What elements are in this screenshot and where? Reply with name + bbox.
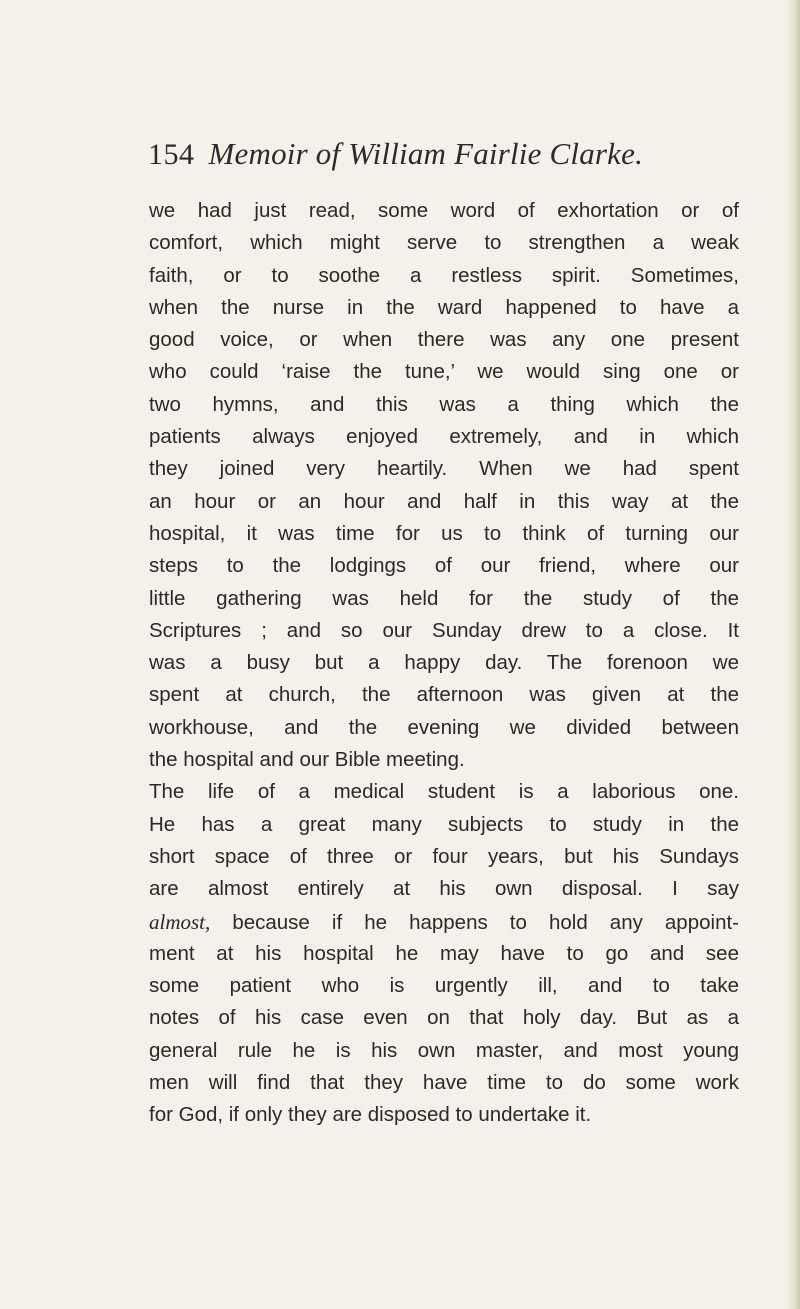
text-line: patients always enjoyed extremely, and in which — [149, 425, 739, 449]
text-line: hospital, it was time for us to think of turning our — [149, 521, 739, 545]
text-line: they joined very heartily. When we had spent — [149, 457, 739, 481]
text-line: ment at his hospital he may have to go and see — [149, 941, 739, 965]
text-line: short space of three or four years, but his Sundays — [149, 844, 739, 868]
text-line: some patient who is urgently ill, and to take — [149, 974, 739, 998]
text-line: spent at church, the afternoon was given at the — [149, 683, 739, 707]
text-line: men will find that they have time to do some work — [149, 1071, 739, 1095]
text-line: was a busy but a happy day. The forenoon we — [149, 651, 739, 675]
text-line: notes of his case even on that holy day. But as a — [149, 1006, 739, 1030]
text-line: comfort, which might serve to strengthen a weak — [149, 231, 739, 255]
text-line: Scriptures ; and so our Sunday drew to a close. It — [149, 618, 739, 642]
text-line: an hour or an hour and half in this way at the — [149, 489, 739, 513]
text-line: for God, if only they are disposed to undertake it. — [149, 1103, 592, 1127]
text-line: are almost entirely at his own disposal. I say — [149, 877, 739, 901]
text-line: faith, or to soothe a restless spirit. Sometimes, — [149, 263, 739, 287]
text-line: when the nurse in the ward happened to have a — [149, 295, 739, 319]
text-line: who could ‘raise the tune,’ we would sing one or — [149, 360, 739, 384]
text-line: good voice, or when there was any one present — [149, 328, 739, 352]
running-title: Memoir of William Fairlie Clarke. — [208, 136, 644, 171]
text-line: steps to the lodgings of our friend, where our — [149, 554, 739, 578]
text-line: we had just read, some word of exhortation or of — [149, 199, 739, 222]
body-text — [149, 195, 739, 1132]
page-number: 154 — [148, 138, 195, 171]
text-line: the hospital and our Bible meeting. — [149, 748, 465, 772]
text-line: general rule he is his own master, and most young — [149, 1038, 739, 1062]
text-line: two hymns, and this was a thing which the — [149, 392, 739, 416]
text-line: workhouse, and the evening we divided between — [149, 715, 739, 739]
page-header — [148, 136, 768, 186]
text-line: He has a great many subjects to study in the — [149, 812, 739, 836]
text-line: little gathering was held for the study of the — [149, 586, 739, 610]
text-line-with-italic — [149, 906, 739, 938]
text-line-rest: because if he happens to hold any appoint- — [210, 910, 739, 934]
text-line: The life of a medical student is a laborious one. — [149, 780, 739, 804]
page-edge-shadow — [786, 0, 800, 1309]
italic-word: almost, — [149, 909, 211, 934]
